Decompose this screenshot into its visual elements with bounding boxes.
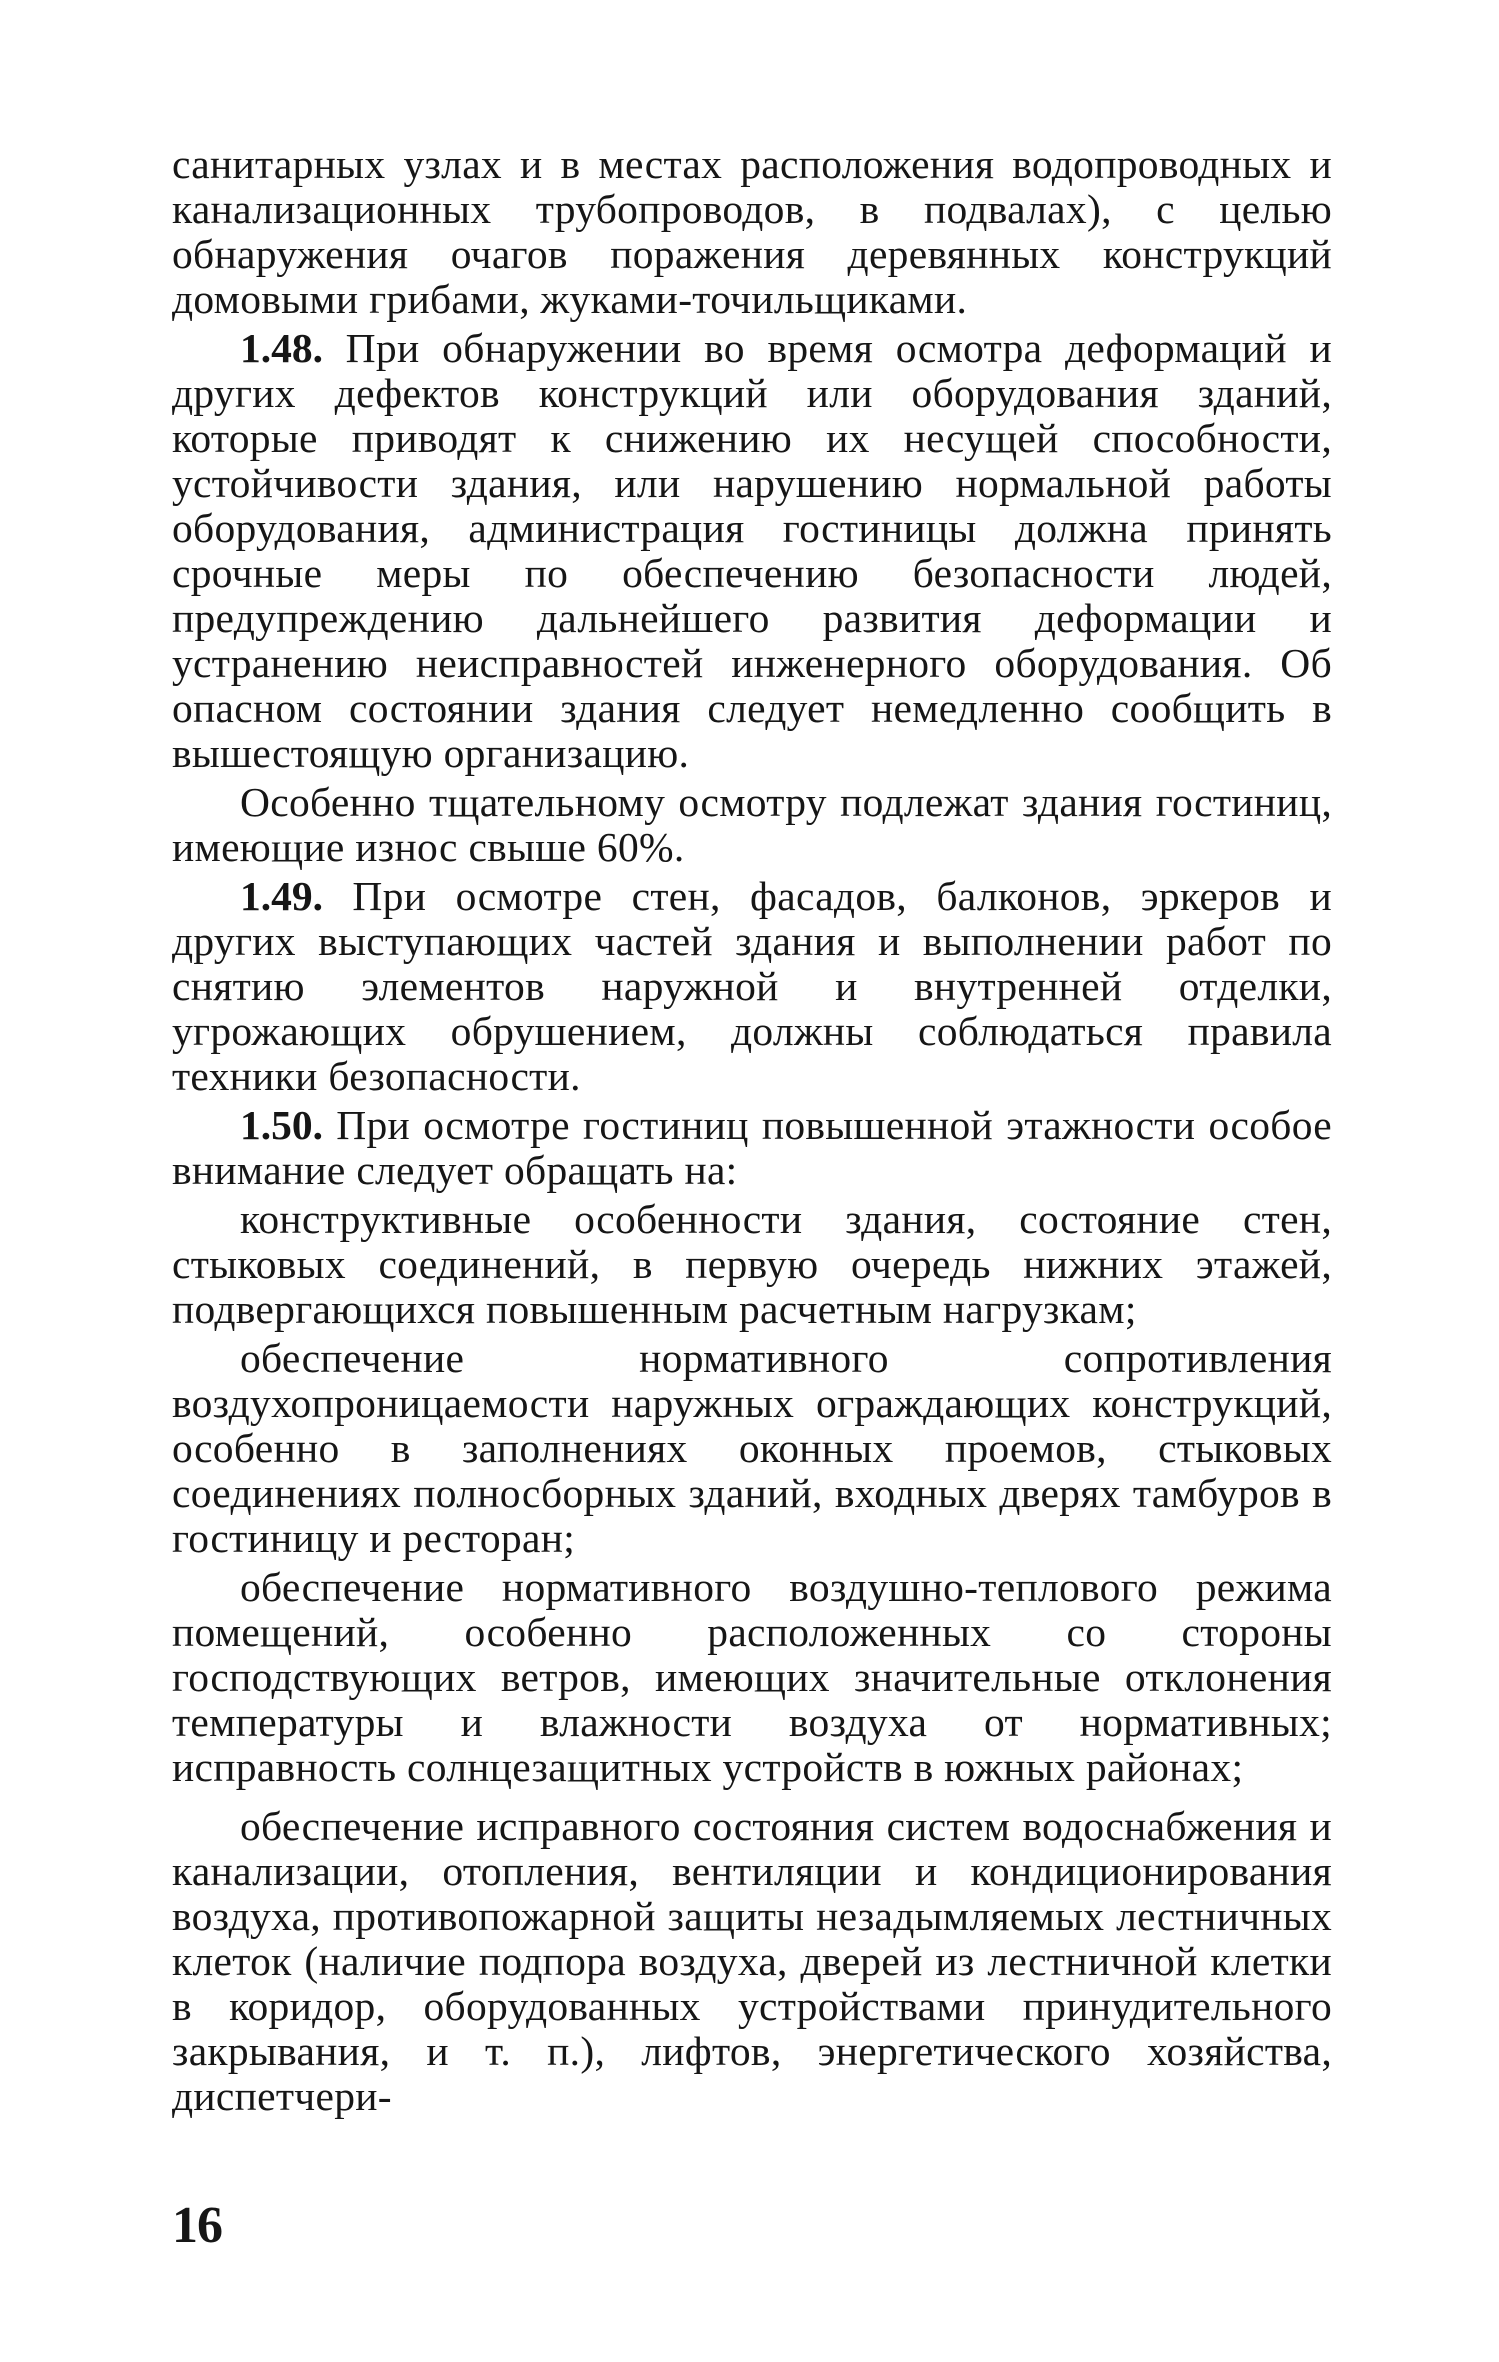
list-item-structural (172, 1197, 1332, 1332)
paragraph-text: Особенно тщательному осмотру подлежат здания гостиниц, имеющие износ свыше 60%. (172, 779, 1332, 870)
page-text (172, 142, 1332, 2119)
paragraph-wear-note (172, 780, 1332, 870)
paragraph-text: При осмотре стен, фасадов, балконов, эркеров и других выступающих частей здания и выполнении работ по снятию элементов наружной и внутренней отделки, угрожающих обрушением, должны соблюдаться правила техники безопасности. (172, 873, 1332, 1099)
list-item-engineering-systems (172, 1804, 1332, 2119)
page-number: 16 (172, 2197, 222, 2254)
paragraph-text: обеспечение исправного состояния систем водоснабжения и канализации, отопления, вентиляции и кондиционирования воздуха, противопожарной защиты незадымляемых лестничных клеток (наличие подпора воздуха, дверей из лестничной клетки в коридор, оборудованных устройствами принудительного закрывания, и т. п.), лифтов, энергетического хозяйства, диспетчери- (172, 1803, 1332, 2119)
paragraph-text: При осмотре гостиниц повышенной этажности особое внимание следует обращать на: (172, 1102, 1332, 1193)
clause-number: 1.49. (240, 873, 323, 919)
paragraph-text: конструктивные особенности здания, состояние стен, стыковых соединений, в первую очередь нижних этажей, подвергающихся повышенным расчетным нагрузкам; (172, 1196, 1332, 1332)
clause-1-49 (172, 874, 1332, 1099)
paragraph-text: обеспечение нормативного воздушно-теплового режима помещений, особенно расположенных со стороны господствующих ветров, имеющих значительные отклонения температуры и влажности воздуха от нормативных; исправность солнцезащитных устройств в южных районах; (172, 1564, 1332, 1790)
paragraph-continuation (172, 142, 1332, 322)
paragraph-text: санитарных узлах и в местах расположения водопроводных и канализационных трубопроводов, в подвалах), с целью обнаружения очагов поражения деревянных конструкций домовыми грибами, жуками-точильщиками. (172, 141, 1332, 322)
clause-number: 1.48. (240, 325, 323, 371)
clause-1-48 (172, 326, 1332, 776)
clause-number: 1.50. (240, 1102, 323, 1148)
paragraph-text: обеспечение нормативного сопротивления воздухопроницаемости наружных ограждающих конструкций, особенно в заполнениях оконных проемов, стыковых соединениях полносборных зданий, входных дверях тамбуров в гостиницу и ресторан; (172, 1335, 1332, 1561)
list-item-thermal-regime (172, 1565, 1332, 1790)
list-item-air-permeability (172, 1336, 1332, 1561)
clause-1-50 (172, 1103, 1332, 1193)
paragraph-text: При обнаружении во время осмотра деформаций и других дефектов конструкций или оборудования зданий, которые приводят к снижению их несущей способности, устойчивости здания, или нарушению нормальной работы оборудования, администрация гостиницы должна принять срочные меры по обеспечению безопасности людей, предупреждению дальнейшего развития деформации и устранению неисправностей инженерного оборудования. Об опасном состоянии здания следует немедленно сообщить в вышестоящую организацию. (172, 325, 1332, 776)
